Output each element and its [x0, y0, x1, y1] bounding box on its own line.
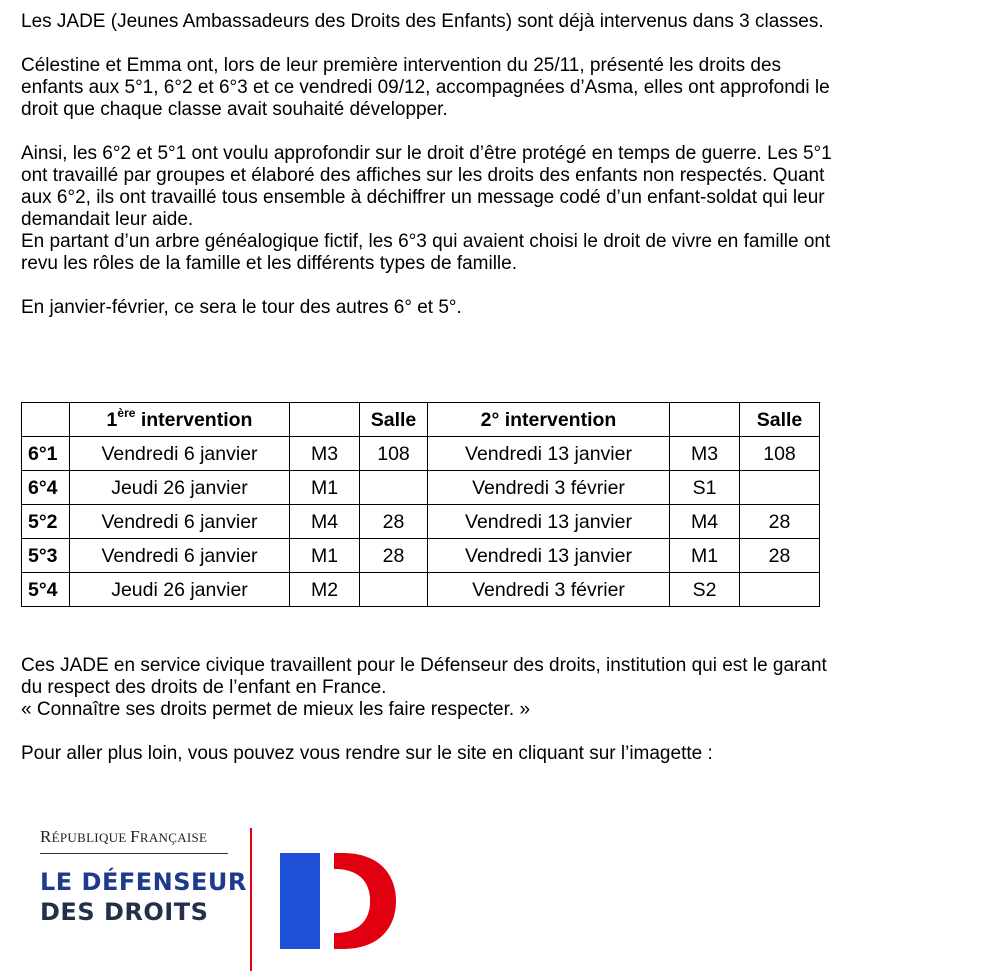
schedule-table — [21, 402, 820, 607]
logo-title-line1: LE DÉFENSEUR — [40, 868, 247, 896]
text-line: demandait leur aide. — [21, 209, 194, 230]
logo-underline — [40, 853, 228, 854]
text-line: revu les rôles de la famille et les différents types de famille. — [21, 253, 517, 274]
second-date-cell: Vendredi 13 janvier — [428, 437, 670, 471]
first-slot-cell: M1 — [290, 539, 360, 573]
second-date-cell: Vendredi 3 février — [428, 573, 670, 607]
second-room-cell — [740, 573, 820, 607]
header-first-slot — [290, 403, 360, 437]
header-second-slot — [670, 403, 740, 437]
second-slot-cell: M1 — [670, 539, 740, 573]
class-cell: 6°4 — [22, 471, 70, 505]
first-date-cell: Vendredi 6 janvier — [70, 437, 290, 471]
second-slot-cell: M3 — [670, 437, 740, 471]
link-instruction: Pour aller plus loin, vous pouvez vous rendre sur le site en cliquant sur l’imagette : — [21, 743, 713, 764]
second-room-cell: 28 — [740, 539, 820, 573]
text-line: Ainsi, les 6°2 et 5°1 ont voulu approfondir sur le droit d’être protégé en temps de guerre. Les 5°1 — [21, 143, 832, 164]
second-slot-cell: M4 — [670, 505, 740, 539]
first-date-cell: Vendredi 6 janvier — [70, 539, 290, 573]
text-line: ont travaillé par groupes et élaboré des affiches sur les droits des enfants non respectés. Quant — [21, 165, 825, 186]
text-line: droit que chaque classe avait souhaité développer. — [21, 99, 448, 120]
first-intervention-paragraph — [21, 55, 991, 121]
article-text — [21, 11, 991, 319]
d-monogram-icon — [272, 851, 402, 951]
first-room-cell — [360, 573, 428, 607]
second-slot-cell: S2 — [670, 573, 740, 607]
logo-title-line2: DES DROITS — [40, 898, 209, 926]
first-room-cell: 108 — [360, 437, 428, 471]
first-date-cell: Jeudi 26 janvier — [70, 471, 290, 505]
quote-line: « Connaître ses droits permet de mieux les faire respecter. » — [21, 699, 531, 720]
header-class — [22, 403, 70, 437]
text-line: Ces JADE en service civique travaillent pour le Défenseur des droits, institution qui est le garant — [21, 655, 827, 676]
first-date-cell: Vendredi 6 janvier — [70, 505, 290, 539]
republique-francaise-label: RÉPUBLIQUE FRANÇAISE — [40, 827, 208, 846]
closing-text — [21, 655, 991, 765]
second-date-cell: Vendredi 3 février — [428, 471, 670, 505]
class-cell: 5°4 — [22, 573, 70, 607]
table-row — [22, 505, 820, 539]
text-line: En partant d’un arbre généalogique fictif, les 6°3 qui avaient choisi le droit de vivre en famille ont — [21, 231, 831, 252]
class-cell: 5°3 — [22, 539, 70, 573]
logo-separator — [250, 828, 252, 971]
second-room-cell — [740, 471, 820, 505]
table-row — [22, 437, 820, 471]
table-row — [22, 539, 820, 573]
defenseur-des-droits-logo-link[interactable] — [40, 826, 400, 974]
class-cell: 5°2 — [22, 505, 70, 539]
first-room-cell: 28 — [360, 539, 428, 573]
text-line: enfants aux 5°1, 6°2 et 6°3 et ce vendredi 09/12, accompagnées d’Asma, elles ont approfondi le — [21, 77, 830, 98]
second-room-cell: 28 — [740, 505, 820, 539]
text-line: aux 6°2, ils ont travaillé tous ensemble à déchiffrer un message codé d’un enfant-soldat qui leur — [21, 187, 825, 208]
intro-paragraph: Les JADE (Jeunes Ambassadeurs des Droits des Enfants) sont déjà intervenus dans 3 classes. — [21, 11, 824, 32]
header-second-intervention: 2° intervention — [428, 403, 670, 437]
table-header-row — [22, 403, 820, 437]
table-row — [22, 471, 820, 505]
second-intervention-paragraph — [21, 143, 991, 275]
table-row — [22, 573, 820, 607]
header-first-room: Salle — [360, 403, 428, 437]
second-date-cell: Vendredi 13 janvier — [428, 539, 670, 573]
second-date-cell: Vendredi 13 janvier — [428, 505, 670, 539]
first-slot-cell: M3 — [290, 437, 360, 471]
class-cell: 6°1 — [22, 437, 70, 471]
january-paragraph: En janvier-février, ce sera le tour des autres 6° et 5°. — [21, 297, 462, 318]
first-room-cell — [360, 471, 428, 505]
first-slot-cell: M1 — [290, 471, 360, 505]
first-date-cell: Jeudi 26 janvier — [70, 573, 290, 607]
second-slot-cell: S1 — [670, 471, 740, 505]
header-first-intervention: 1ère intervention — [70, 403, 290, 437]
first-slot-cell: M4 — [290, 505, 360, 539]
second-room-cell: 108 — [740, 437, 820, 471]
text-line: du respect des droits de l’enfant en France. — [21, 677, 387, 698]
header-second-room: Salle — [740, 403, 820, 437]
first-slot-cell: M2 — [290, 573, 360, 607]
first-room-cell: 28 — [360, 505, 428, 539]
text-line: Célestine et Emma ont, lors de leur première intervention du 25/11, présenté les droits des — [21, 55, 782, 76]
